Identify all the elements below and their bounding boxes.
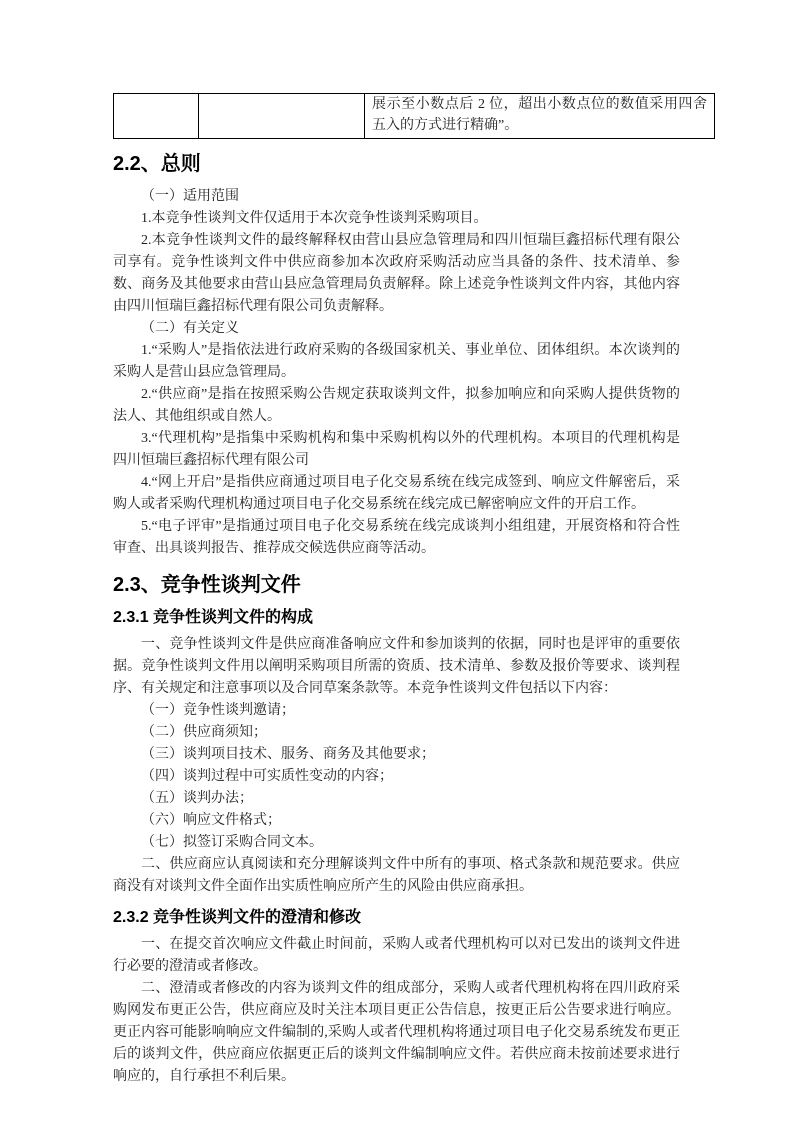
paragraph: 二、供应商应认真阅读和充分理解谈判文件中所有的事项、格式条款和规范要求。供应商没有对谈判文件全面作出实质性响应所产生的风险由供应商承担。 xyxy=(113,857,680,894)
paragraph: 5.“电子评审”是指通过项目电子化交易系统在线完成谈判小组组建，开展资格和符合性审查、出具谈判报告、推荐成交候选供应商等活动。 xyxy=(113,519,680,556)
paragraph: 2.本竞争性谈判文件的最终解释权由营山县应急管理局和四川恒瑞巨鑫招标代理有限公司享有。竞争性谈判文件中供应商参加本次政府采购活动应当具备的条件、技术清单、参数、商务及其他要求由营山县应急管理局负责解释。除上述竞争性谈判文件内容，其他内容由四川恒瑞巨鑫招标代理有限公司负责解释。 xyxy=(113,233,680,314)
paragraph: 4.“网上开启”是指供应商通过项目电子化交易系统在线完成签到、响应文件解密后，采购人或者采购代理机构通过项目电子化交易系统在线完成已解密响应文件的开启工作。 xyxy=(113,475,680,512)
document-content xyxy=(113,93,707,1088)
list-item: （三）谈判项目技术、服务、商务及其他要求； xyxy=(141,747,435,762)
table-fragment xyxy=(113,93,715,139)
subsection-heading-2-3-2: 2.3.2 竞争性谈判文件的澄清和修改 xyxy=(113,909,362,926)
subsection-heading-2-3-1: 2.3.1 竞争性谈判文件的构成 xyxy=(113,609,314,626)
paragraph: 2.“供应商”是指在按照采购公告规定获取谈判文件，拟参加响应和向采购人提供货物的法人、其他组织或自然人。 xyxy=(113,387,680,424)
paragraph: 一、竞争性谈判文件是供应商准备响应文件和参加谈判的依据，同时也是评审的重要依据。竞争性谈判文件用以阐明采购项目所需的资质、技术清单、参数及报价等要求、谈判程序、有关规定和注意事项以及合同草案条款等。本竞争性谈判文件包括以下内容： xyxy=(113,637,680,696)
paragraph: （二）有关定义 xyxy=(141,321,239,336)
table-cell-1 xyxy=(114,94,199,139)
table-cell-3: 展示至小数点后 2 位，超出小数点位的数值采用四舍五入的方式进行精确”。 xyxy=(365,94,715,139)
paragraph: 1.本竞争性谈判文件仅适用于本次竞争性谈判采购项目。 xyxy=(141,211,488,226)
paragraph: 二、澄清或者修改的内容为谈判文件的组成部分，采购人或者代理机构将在四川政府采购网发布更正公告，供应商应及时关注本项目更正公告信息，按更正后公告要求进行响应。更正内容可能影响响应文件编制的,采购人或者代理机构将通过项目电子化交易系统发布更正后的谈判文件，供应商应依据更正后的谈判文件编制响应文件。若供应商未按前述要求进行响应的，自行承担不利后果。 xyxy=(113,981,680,1084)
list-item: （四）谈判过程中可实质性变动的内容； xyxy=(141,769,393,784)
list-item: （六）响应文件格式； xyxy=(141,813,281,828)
list-item: （七）拟签订采购合同文本。 xyxy=(141,835,323,850)
paragraph: （一）适用范围 xyxy=(141,189,239,204)
list-item: （二）供应商须知； xyxy=(141,725,267,740)
section-heading-2-2: 2.2、总则 xyxy=(113,153,201,175)
paragraph: 3.“代理机构”是指集中采购机构和集中采购机构以外的代理机构。本项目的代理机构是四川恒瑞巨鑫招标代理有限公司 xyxy=(113,431,680,468)
list-item: （五）谈判办法； xyxy=(141,791,253,806)
table-row xyxy=(114,94,715,139)
paragraph: 1.“采购人”是指依法进行政府采购的各级国家机关、事业单位、团体组织。本次谈判的采购人是营山县应急管理局。 xyxy=(113,343,680,380)
list-item: （一）竞争性谈判邀请； xyxy=(141,703,295,718)
table-cell-2 xyxy=(199,94,365,139)
paragraph: 一、在提交首次响应文件截止时间前，采购人或者代理机构可以对已发出的谈判文件进行必要的澄清或者修改。 xyxy=(113,937,680,974)
section-heading-2-3: 2.3、竞争性谈判文件 xyxy=(113,574,301,596)
